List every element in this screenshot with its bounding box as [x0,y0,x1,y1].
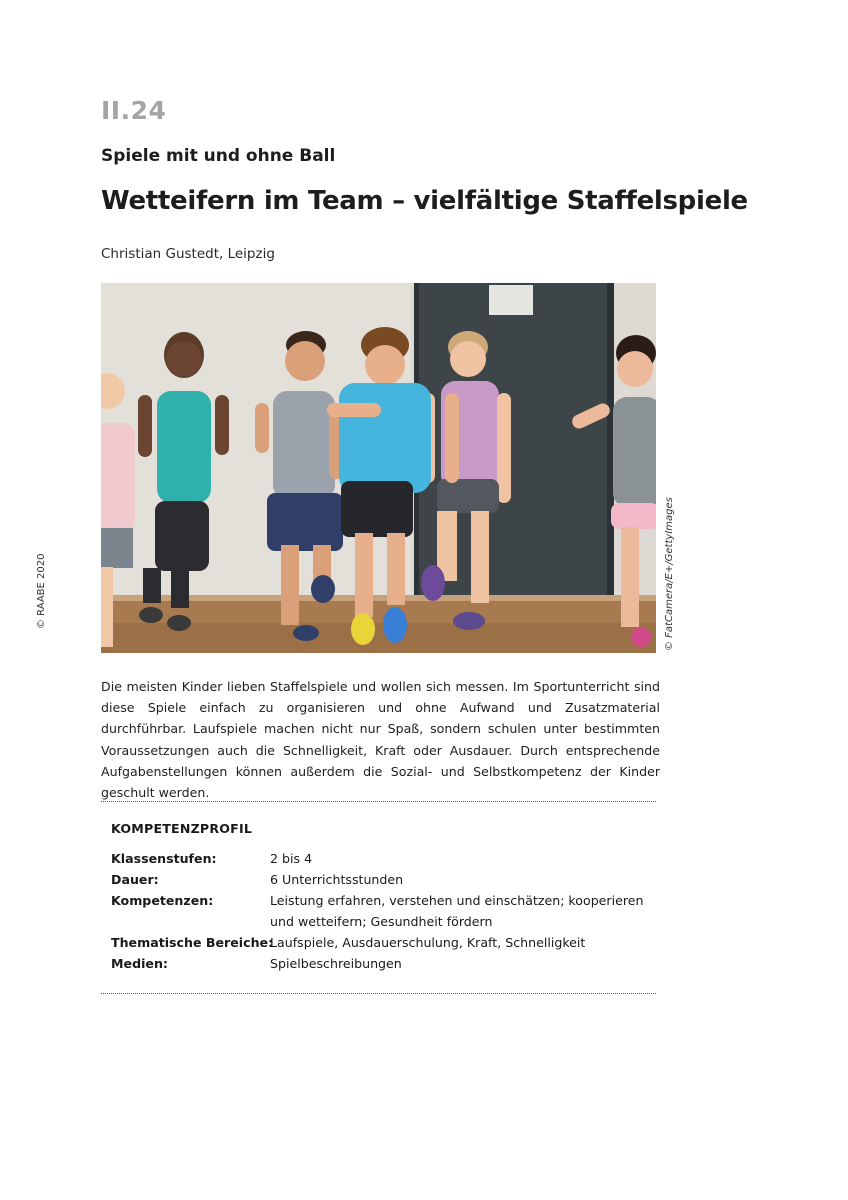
copyright-note: © RAABE 2020 [36,553,47,629]
profile-label: Medien: [111,956,168,971]
profile-label: Dauer: [111,872,159,887]
author-line: Christian Gustedt, Leipzig [101,246,275,262]
chapter-number: II.24 [101,96,167,125]
page-title: Wetteifern im Team – vielfältige Staffelspiele [101,186,748,216]
photo-credit: © FatCamera/E+/GettyImages [664,497,675,651]
intro-paragraph: Die meisten Kinder lieben Staffelspiele und wollen sich messen. Im Sportunterricht sind diese Spiele einfach zu organisieren und ohne Aufwand und Zusatzmaterial durchführbar. Laufspiele machen nicht nur Spaß, sondern schulen unter bestimmten Voraussetzungen auch die Schnelligkeit, Kraft oder Ausdauer. Durch entsprechende Aufgabenstellungen können außerdem die Sozial- und Selbstkompetenz der Kinder geschult werden. [101,679,660,801]
profile-heading: KOMPETENZPROFIL [111,821,253,836]
profile-value: 6 Unterrichtsstunden [270,872,404,887]
profile-value: Spielbeschreibungen [270,956,402,971]
profile-label: Klassenstufen: [111,851,217,866]
profile-label: Thematische Bereiche: [111,935,274,950]
dotted-divider [101,801,656,802]
children-running-photo [101,283,656,653]
profile-value: Leistung erfahren, verstehen und einschätzen; kooperieren und wetteifern; Gesundheit fördern [270,893,644,929]
dotted-divider [101,993,656,994]
profile-label: Kompetenzen: [111,893,214,908]
profile-value: Laufspiele, Ausdauerschulung, Kraft, Schnelligkeit [270,935,586,950]
series-title: Spiele mit und ohne Ball [101,146,336,166]
profile-value: 2 bis 4 [270,851,313,866]
